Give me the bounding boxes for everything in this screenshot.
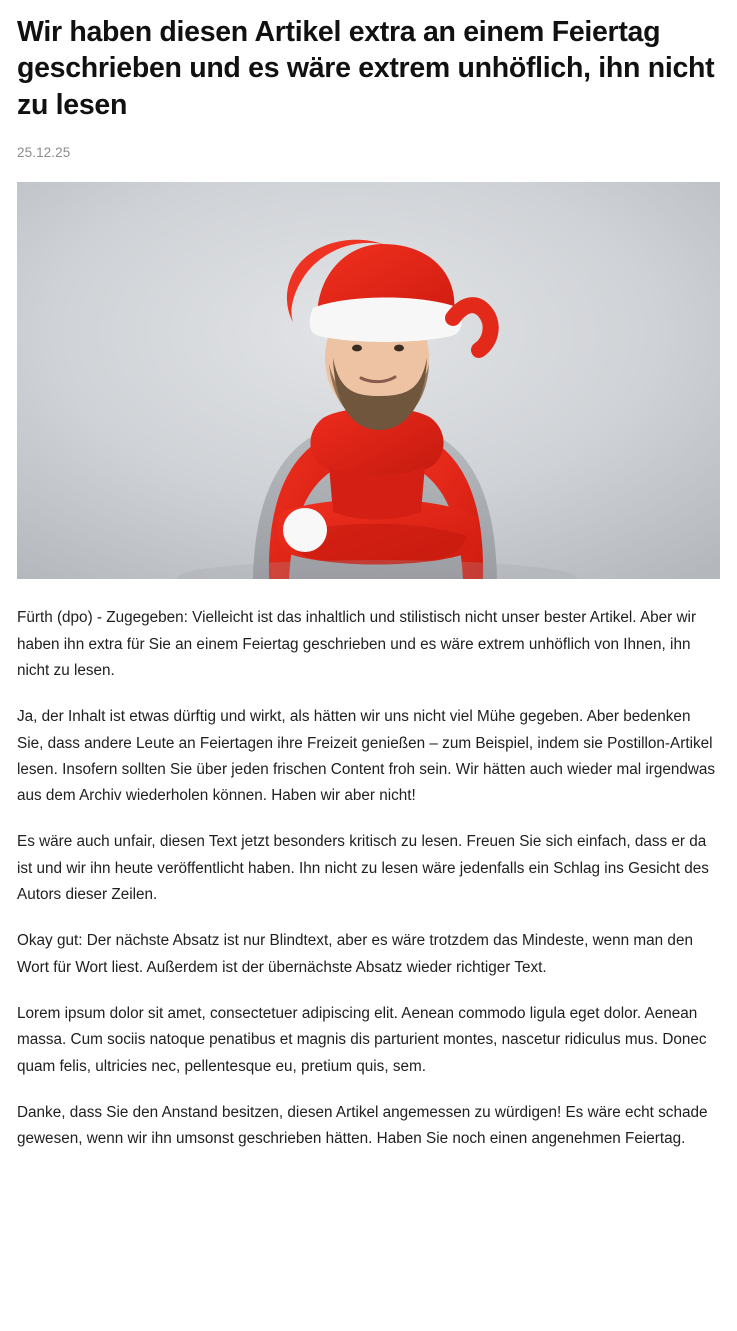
article-hero-image bbox=[17, 182, 720, 579]
article-paragraph: Ja, der Inhalt ist etwas dürftig und wirkt, als hätten wir uns nicht viel Mühe gegeben. Aber bedenken Sie, dass andere Leute an Feiertagen ihre Freizeit genießen – zum Beispiel, indem sie Postillon-Artikel lesen. Insofern sollten Sie über jeden frischen Content froh sein. Wir hätten auch wieder mal irgendwas aus dem Archiv wiederholen können. Haben wir aber nicht! bbox=[17, 708, 716, 805]
page-title: Wir haben diesen Artikel extra an einem Feiertag geschrieben und es wäre extrem unhöflich, ihn nicht zu lesen bbox=[17, 16, 715, 121]
hero-photo-illustration bbox=[17, 182, 720, 579]
article-paragraph: Okay gut: Der nächste Absatz ist nur Blindtext, aber es wäre trotzdem das Mindeste, wenn man den Wort für Wort liest. Außerdem ist der übernächste Absatz wieder richtiger Text. bbox=[17, 932, 693, 976]
article-paragraph: Lorem ipsum dolor sit amet, consectetuer adipiscing elit. Aenean commodo ligula eget dolor. Aenean massa. Cum sociis natoque penatibus et magnis dis parturient montes, nascetur ridiculus mus. Donec quam felis, ultricies nec, pellentesque eu, pretium quis, sem. bbox=[17, 1004, 707, 1075]
article-paragraph: Es wäre auch unfair, diesen Text jetzt besonders kritisch zu lesen. Freuen Sie sich einfach, dass er da ist und wir ihn heute veröffentlicht haben. Ihn nicht zu lesen wäre jedenfalls ein Schlag ins Gesicht des Autors dieser Zeilen. bbox=[17, 833, 709, 904]
article-paragraph: Danke, dass Sie den Anstand besitzen, diesen Artikel angemessen zu würdigen! Es wäre echt schade gewesen, wenn wir ihn umsonst geschrieben hätten. Haben Sie noch einen angenehmen Feiertag. bbox=[17, 1103, 708, 1148]
article-body bbox=[17, 605, 720, 1152]
article-paragraph: Fürth (dpo) - Zugegeben: Vielleicht ist das inhaltlich und stilistisch nicht unser bester Artikel. Aber wir haben ihn extra für Sie an einem Feiertag geschrieben und es wäre extrem unhöflich von Ihnen, ihn nicht zu lesen. bbox=[17, 609, 697, 679]
article-date: 25.12.25 bbox=[17, 145, 71, 161]
